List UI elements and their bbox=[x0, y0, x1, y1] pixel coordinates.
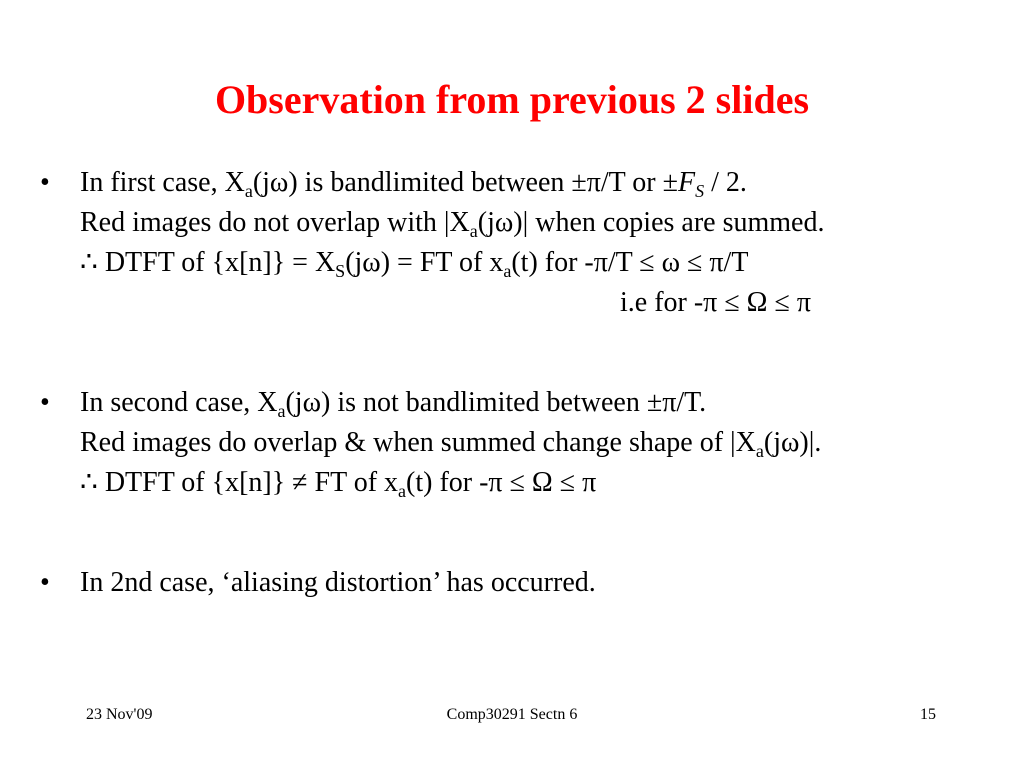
footer-course: Comp30291 Sectn 6 bbox=[446, 706, 578, 723]
bullet-marker: • bbox=[40, 387, 50, 418]
bullet2-line3: ∴ DTFT of {x[n]} ≠ FT of $x_a(t)$ for -π ≤ Ω ≤ π bbox=[80, 467, 597, 501]
bullet1-line1: In first case, $X_a(j\omega)$ is bandlimited between ±π/T or $\pm F_S / 2$. bbox=[80, 167, 747, 201]
bullet1-line2: Red images do not overlap with $|X_a(j\omega)|$ when copies are summed. bbox=[80, 207, 825, 241]
bullet1-line4: i.e for -π ≤ Ω ≤ π bbox=[620, 287, 811, 318]
footer-page-number: 15 bbox=[920, 706, 936, 723]
slide-title: Observation from previous 2 slides bbox=[214, 77, 810, 122]
bullet2-line1: In second case, $X_a(j\omega)$ is not bandlimited between ±π/T. bbox=[80, 387, 707, 421]
bullet-marker: • bbox=[40, 567, 50, 598]
bullet3-line1: In 2nd case, ‘aliasing distortion’ has occurred. bbox=[80, 567, 596, 598]
bullet1-line3: ∴ DTFT of $\{x[n]\} = X_S(j\omega)$ = FT of $x_a(t)$ for -π/T ≤ ω ≤ π/T bbox=[80, 247, 749, 281]
bullet-marker: • bbox=[40, 167, 50, 198]
bullet2-line2: Red images do overlap & when summed change shape of $|X_a(j\omega)|$. bbox=[80, 427, 822, 461]
footer-date: 23 Nov'09 bbox=[86, 706, 153, 723]
